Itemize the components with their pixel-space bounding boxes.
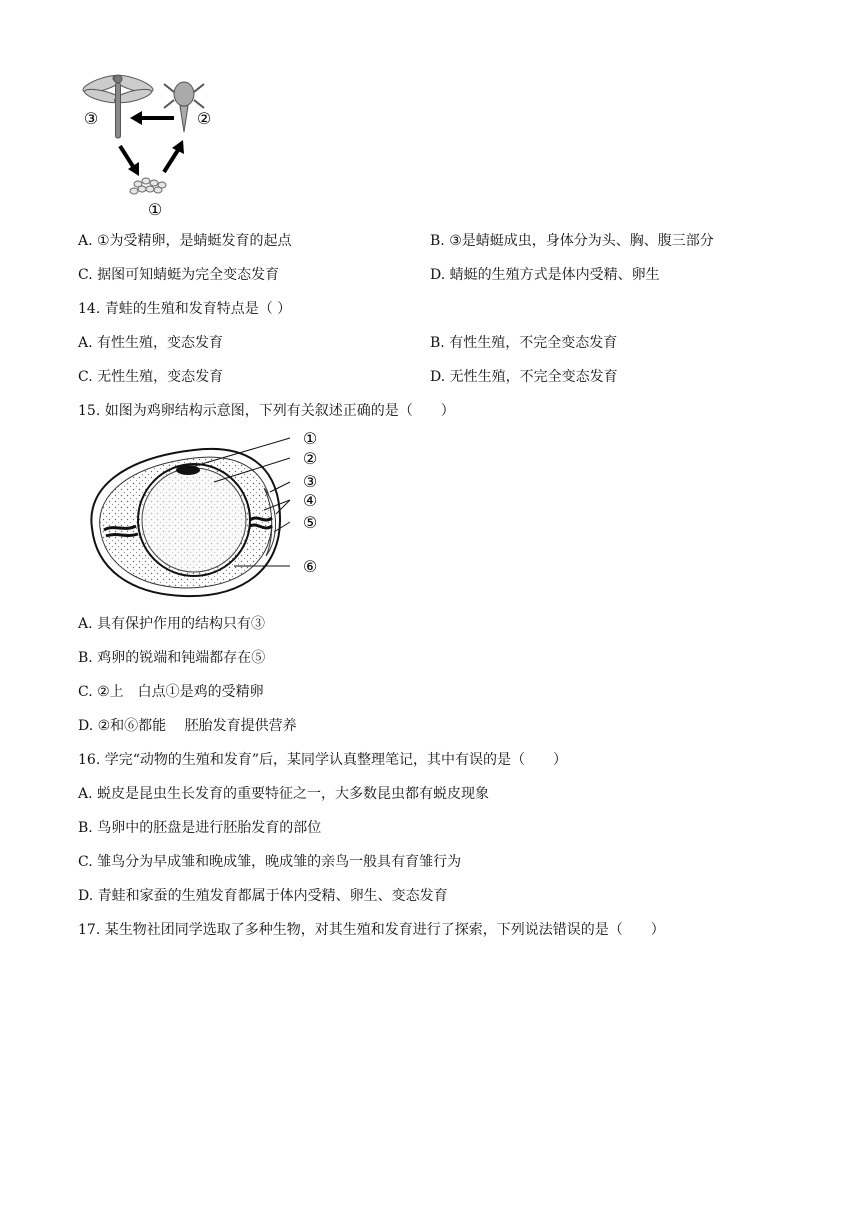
egg-label-4: ④ xyxy=(302,491,318,510)
q13-option-b: B. ③是蜻蜓成虫，身体分为头、胸、腹三部分 xyxy=(430,233,714,249)
q15-option-b: B. 鸡卵的锐端和钝端都存在⑤ xyxy=(78,650,266,666)
q15-option-a: A. 具有保护作用的结构只有③ xyxy=(78,616,266,632)
q14-stem: 14. 青蛙的生殖和发育特点是（ ） xyxy=(78,301,292,317)
figure-label-2: ② xyxy=(196,109,212,128)
egg-label-2: ② xyxy=(302,449,318,468)
egg-germinal-disc xyxy=(176,465,200,475)
dragonfly-life-cycle-figure xyxy=(78,70,228,220)
q13-option-a: A. ①为受精卵，是蜻蜓发育的起点 xyxy=(78,233,292,249)
q14-option-d: D. 无性生殖，不完全变态发育 xyxy=(430,369,618,385)
egg-label-1: ① xyxy=(302,429,318,448)
q16-stem: 16. 学完“动物的生殖和发育”后，某同学认真整理笔记，其中有误的是（ ） xyxy=(78,752,568,768)
q13-option-c: C. 据图可知蜻蜓为完全变态发育 xyxy=(78,267,280,283)
arrow-adult-to-eggs xyxy=(120,146,139,176)
figure-label-1: ① xyxy=(147,200,163,219)
chicken-egg-structure-figure xyxy=(84,428,334,606)
q15-option-d: D. ②和⑥都能 胚胎发育提供营养 xyxy=(78,718,297,734)
q13-option-d: D. 蜻蜓的生殖方式是体内受精、卵生 xyxy=(430,267,660,283)
figure-label-3: ③ xyxy=(83,109,99,128)
dragonfly-eggs-drawing xyxy=(130,178,166,194)
q16-option-c: C. 雏鸟分为早成雏和晚成雏，晚成雏的亲鸟一般具有育雏行为 xyxy=(78,854,462,870)
q14-option-c: C. 无性生殖，变态发育 xyxy=(78,369,224,385)
egg-label-6: ⑥ xyxy=(302,557,318,576)
q14-option-b: B. 有性生殖，不完全变态发育 xyxy=(430,335,618,351)
q15-stem: 15. 如图为鸡卵结构示意图，下列有关叙述正确的是（ ） xyxy=(78,403,455,419)
egg-label-3: ③ xyxy=(302,472,318,491)
egg-label-5: ⑤ xyxy=(302,513,318,532)
dragonfly-adult-drawing xyxy=(81,72,155,138)
q17-stem: 17. 某生物社团同学选取了多种生物，对其生殖和发育进行了探索，下列说法错误的是（ ） xyxy=(78,922,665,938)
arrow-nymph-to-adult xyxy=(130,111,174,125)
q15-option-c: C. ②上 白点①是鸡的受精卵 xyxy=(78,684,264,700)
arrow-eggs-to-nymph xyxy=(164,140,184,172)
q16-option-d: D. 青蛙和家蚕的生殖发育都属于体内受精、卵生、变态发育 xyxy=(78,888,448,904)
q16-option-a: A. 蜕皮是昆虫生长发育的重要特征之一，大多数昆虫都有蜕皮现象 xyxy=(78,786,490,802)
q14-option-a: A. 有性生殖，变态发育 xyxy=(78,335,224,351)
q16-option-b: B. 鸟卵中的胚盘是进行胚胎发育的部位 xyxy=(78,820,322,836)
